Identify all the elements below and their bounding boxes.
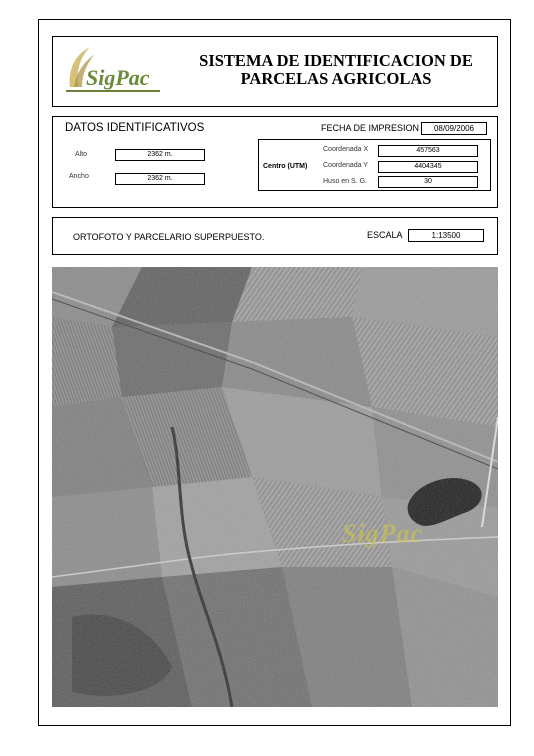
- coord-x-label: Coordenada X: [323, 146, 369, 153]
- svg-text:SigPac: SigPac: [86, 65, 150, 90]
- centro-utm-label: Centro (UTM): [263, 163, 308, 170]
- header-box: [52, 36, 498, 107]
- ancho-value: 2362 m.: [115, 173, 205, 185]
- datos-identificativos-box: [52, 116, 498, 208]
- title-line-2: PARCELAS AGRICOLAS: [240, 69, 432, 88]
- fecha-value: 08/09/2006: [421, 122, 487, 135]
- utm-box: [258, 139, 491, 191]
- fecha-label: FECHA DE IMPRESION: [321, 123, 420, 133]
- escala-label: ESCALA: [367, 230, 403, 240]
- section-title: DATOS IDENTIFICATIVOS: [65, 122, 205, 134]
- huso-value: 30: [378, 176, 478, 188]
- aerial-orthophoto[interactable]: [52, 267, 498, 707]
- sigpac-logo: [60, 41, 172, 101]
- ortofoto-label: ORTOFOTO Y PARCELARIO SUPERPUESTO.: [73, 232, 265, 242]
- coord-y-value: 4404345: [378, 161, 478, 173]
- ortofoto-box: [52, 217, 498, 255]
- escala-value: 1:13500: [408, 229, 484, 242]
- alto-label: Alto: [75, 151, 88, 158]
- coord-x-value: 457563: [378, 145, 478, 157]
- title-line-1: SISTEMA DE IDENTIFICACION DE: [199, 51, 473, 70]
- ancho-label: Ancho: [69, 173, 89, 180]
- sigpac-watermark: SigPac: [342, 519, 424, 548]
- report-frame: [38, 19, 511, 726]
- coord-y-label: Coordenada Y: [323, 162, 369, 169]
- alto-value: 2362 m.: [115, 149, 205, 161]
- page-title: [181, 52, 491, 88]
- huso-label: Huso en S. G.: [323, 178, 367, 185]
